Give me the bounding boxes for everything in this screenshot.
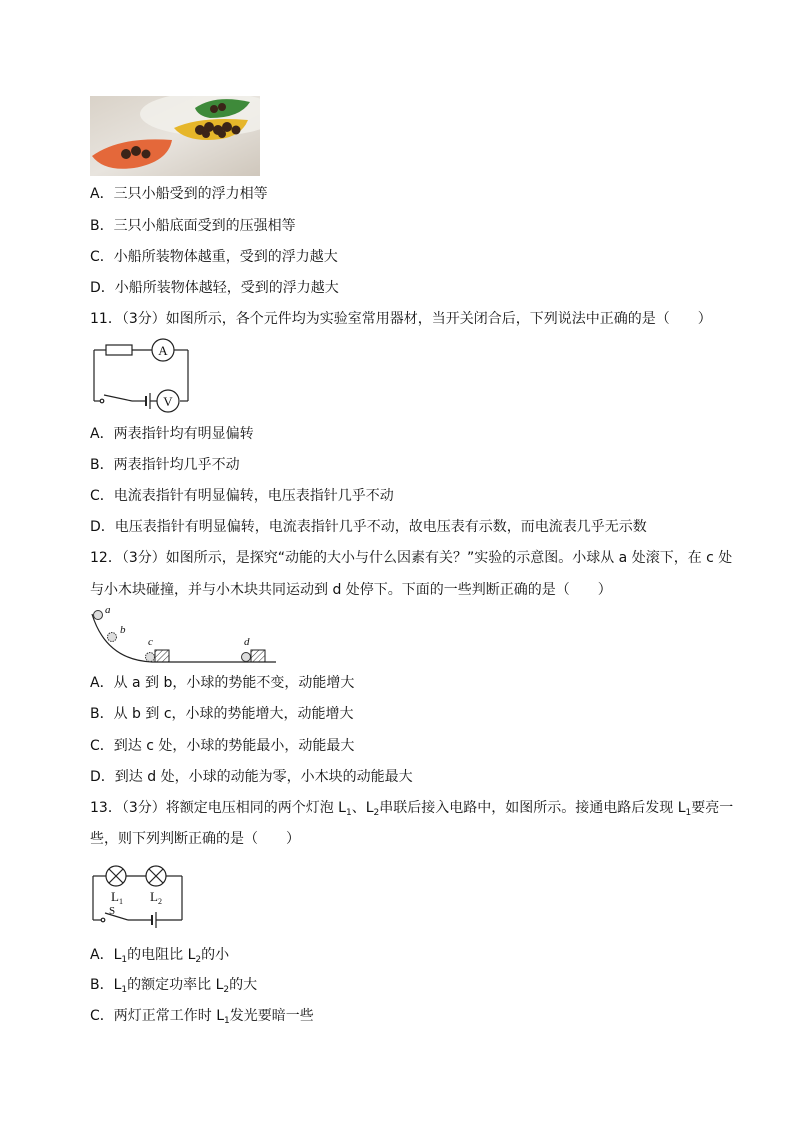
q13-option-a: A．$L_1$的电阻比 $L_2$的小	[90, 947, 230, 965]
ball-c-icon	[146, 653, 155, 662]
resistor-icon	[106, 345, 132, 355]
wood-block-d-icon	[251, 650, 265, 662]
switch-icon	[104, 395, 132, 401]
svg-text:b: b	[120, 624, 126, 636]
svg-text:a: a	[105, 604, 111, 616]
svg-text:L: L	[111, 889, 119, 904]
svg-text:S: S	[109, 905, 116, 917]
svg-text:2: 2	[158, 897, 162, 906]
q11-option-c: C．电流表指针有明显偏转，电压表指针几乎不动	[90, 488, 394, 504]
ball-b-icon	[108, 633, 117, 642]
q11-option-b: B．两表指针均几乎不动	[90, 457, 240, 473]
q13-stem-line1: 13．（3分）将额定电压相同的两个灯泡 $L_1$、$L_2$串联后接入电路中，如图所示。接通电路后发现 $L_1$要亮一	[90, 800, 734, 818]
q13-circuit-diagram	[88, 858, 192, 930]
q12-option-a: A．从 a 到 b，小球的势能不变，动能增大	[90, 675, 355, 691]
lamp-l2-icon	[146, 866, 166, 886]
svg-text:1: 1	[119, 897, 123, 906]
svg-text:A: A	[158, 343, 168, 358]
q13-option-b: B．$L_1$的额定功率比 $L_2$的大	[90, 977, 258, 995]
wood-block-c-icon	[155, 650, 169, 662]
svg-text:c: c	[148, 636, 153, 648]
ball-a-icon	[94, 611, 103, 620]
q10-option-a: A．三只小船受到的浮力相等	[90, 186, 268, 202]
q11-circuit-diagram	[86, 337, 196, 415]
svg-text:L: L	[150, 889, 158, 904]
q12-stem-line2: 与小木块碰撞，并与小木块共同运动到 d 处停下。下面的一些判断正确的是（ ）	[90, 582, 612, 598]
q11-option-d: D．电压表指针有明显偏转，电流表指针几乎不动，故电压表有示数，而电流表几乎无示数	[90, 519, 647, 535]
q12-option-c: C．到达 c 处，小球的势能最小，动能最大	[90, 738, 355, 754]
q12-option-b: B．从 b 到 c，小球的势能增大，动能增大	[90, 706, 354, 722]
q13-stem-line2: 些，则下列判断正确的是（ ）	[90, 831, 300, 847]
q10-option-b: B．三只小船底面受到的压强相等	[90, 218, 296, 234]
q10-option-d: D．小船所装物体越轻，受到的浮力越大	[90, 280, 339, 296]
q12-stem-line1: 12．（3分）如图所示，是探究“动能的大小与什么因素有关？”实验的示意图。小球从 a 处滚下，在 c 处	[90, 550, 733, 566]
q12-ramp-diagram	[86, 602, 281, 666]
lamp-l1-icon	[106, 866, 126, 886]
svg-text:V: V	[163, 394, 173, 409]
q12-option-d: D．到达 d 处，小球的动能为零，小木块的动能最大	[90, 769, 413, 785]
svg-text:d: d	[244, 636, 250, 648]
q13-option-c: C．两灯正常工作时 $L_1$发光要暗一些	[90, 1008, 314, 1026]
ball-d-icon	[242, 653, 251, 662]
q11-stem: 11．（3分）如图所示，各个元件均为实验室常用器材，当开关闭合后，下列说法中正确的是（ ）	[90, 311, 712, 327]
q11-option-a: A．两表指针均有明显偏转	[90, 426, 254, 442]
q10-option-c: C．小船所装物体越重，受到的浮力越大	[90, 249, 338, 265]
boats-photo	[90, 96, 260, 176]
